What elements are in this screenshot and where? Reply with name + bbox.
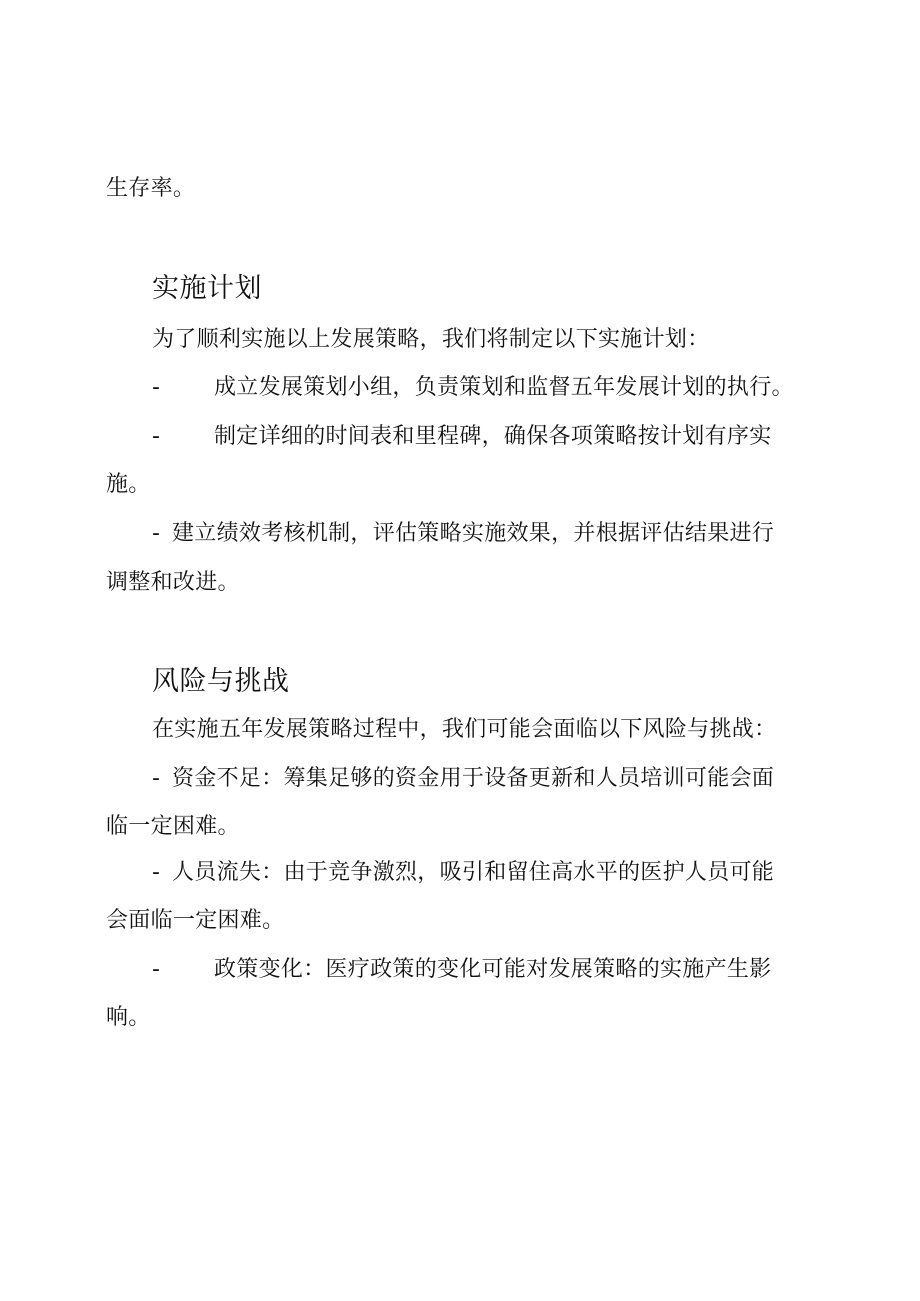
plan-item-2-continuation: 施。 bbox=[106, 472, 151, 497]
plan-item-3-text: 建立绩效考核机制，评估策略实施效果，并根据评估结果进行 bbox=[172, 521, 775, 546]
risk-item-2-continuation: 会面临一定困难。 bbox=[106, 908, 285, 933]
plan-item-2-text: 制定详细的时间表和里程碑，确保各项策略按计划有序实 bbox=[214, 424, 772, 449]
list-dash: - bbox=[152, 957, 161, 982]
plan-item-2 bbox=[152, 422, 772, 452]
list-dash: - bbox=[152, 860, 161, 885]
section-heading-risk: 风险与挑战 bbox=[152, 666, 290, 697]
plan-item-1-text: 成立发展策划小组，负责策划和监督五年发展计划的执行。 bbox=[214, 375, 794, 400]
plan-item-3-continuation: 调整和改进。 bbox=[106, 570, 240, 595]
risk-item-2-text: 人员流失：由于竞争激烈，吸引和留住高水平的医护人员可能 bbox=[172, 860, 775, 885]
risk-item-1-text: 资金不足：筹集足够的资金用于设备更新和人员培训可能会面 bbox=[172, 766, 775, 791]
plan-lead: 为了顺利实施以上发展策略，我们将制定以下实施计划： bbox=[152, 327, 710, 352]
intro-tail: 生存率。 bbox=[106, 176, 196, 201]
risk-item-3-continuation: 响。 bbox=[106, 1005, 151, 1030]
risk-item-1 bbox=[152, 764, 774, 794]
risk-item-3 bbox=[152, 955, 772, 985]
list-dash: - bbox=[152, 424, 161, 449]
section-heading-plan: 实施计划 bbox=[152, 273, 262, 304]
plan-item-3 bbox=[152, 519, 774, 549]
risk-item-1-continuation: 临一定困难。 bbox=[106, 814, 240, 839]
plan-item-1 bbox=[152, 373, 794, 403]
risk-item-3-text: 政策变化：医疗政策的变化可能对发展策略的实施产生影 bbox=[214, 957, 772, 982]
risk-item-2 bbox=[152, 858, 774, 888]
list-dash: - bbox=[152, 521, 161, 546]
list-dash: - bbox=[152, 766, 161, 791]
list-dash: - bbox=[152, 375, 161, 400]
risk-lead: 在实施五年发展策略过程中，我们可能会面临以下风险与挑战： bbox=[152, 717, 777, 742]
